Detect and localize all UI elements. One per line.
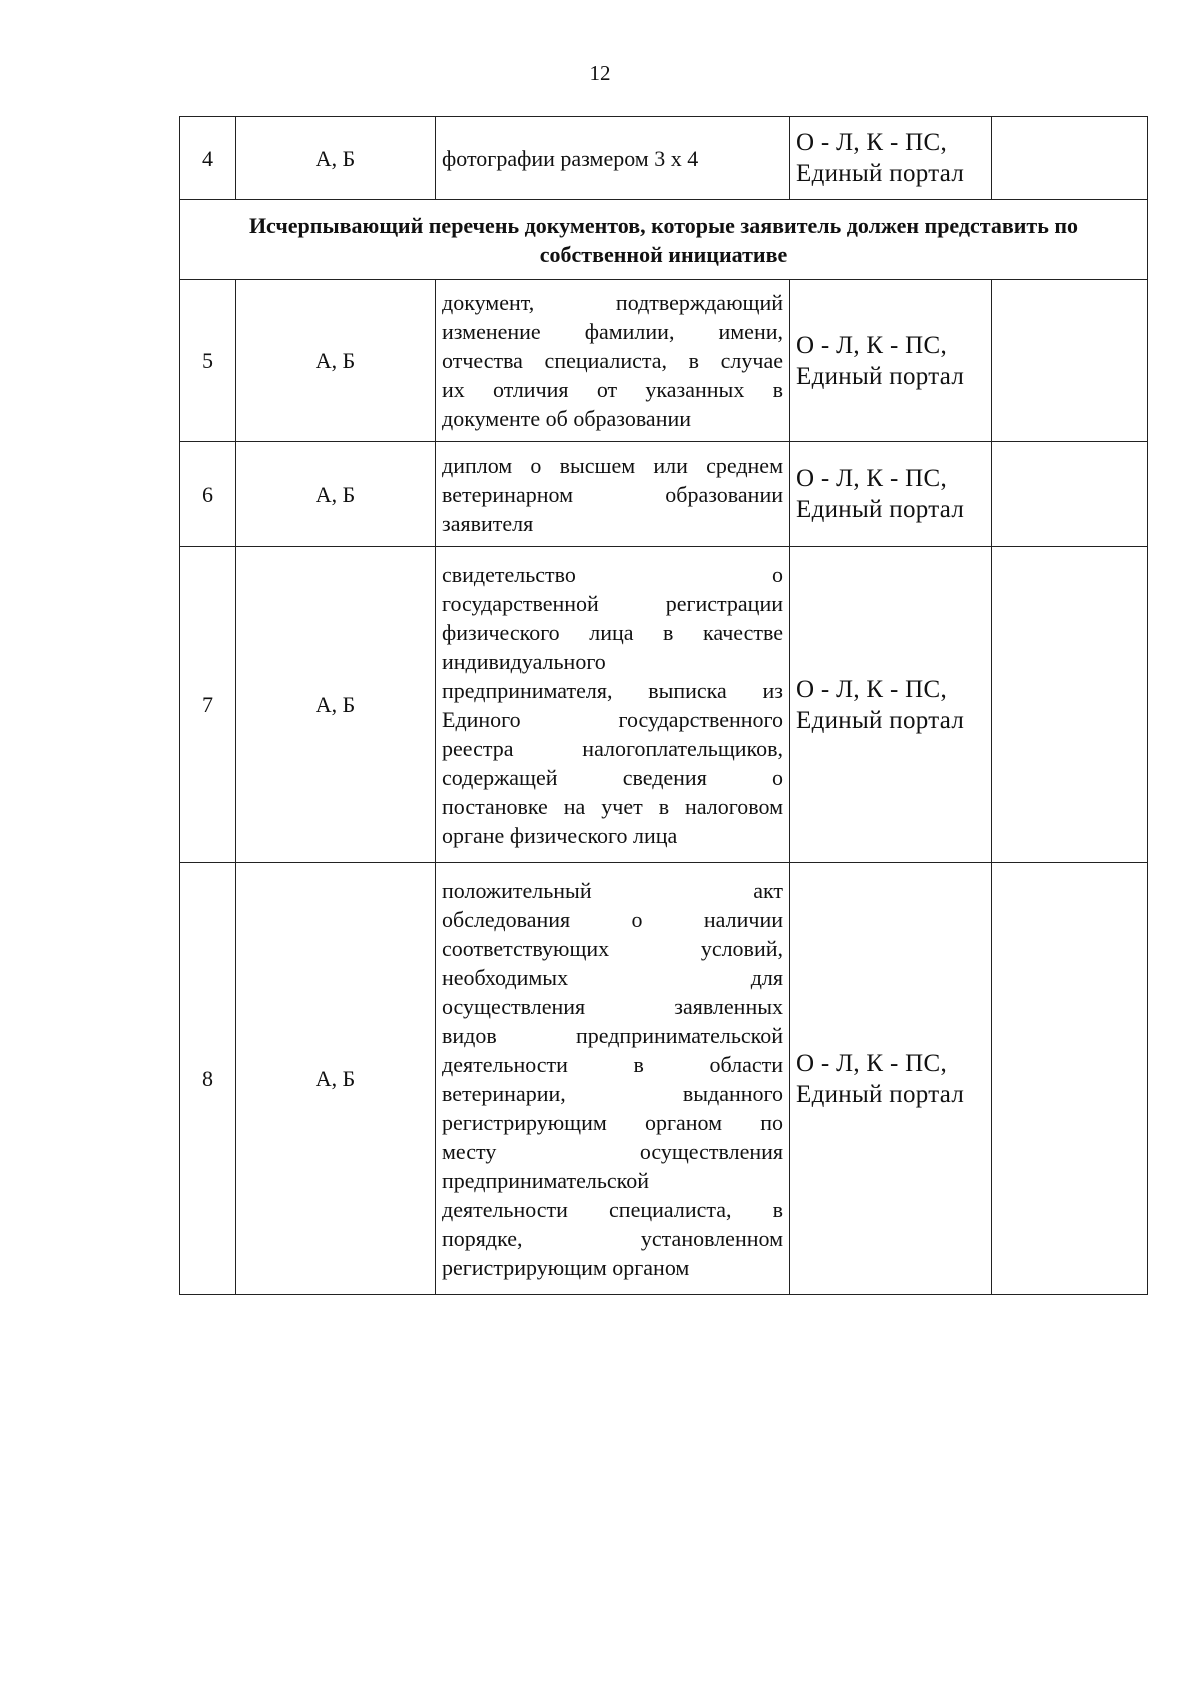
document-line: осуществления заявленных <box>442 993 783 1019</box>
document-line: свидетельство о <box>442 561 783 587</box>
document-line: отчества специалиста, в случае <box>442 348 783 373</box>
row-number: 7 <box>180 547 236 863</box>
row-document <box>436 863 790 1295</box>
row-note <box>992 547 1148 863</box>
table-row-5 <box>180 280 1148 442</box>
document-line: документе об образовании <box>442 406 692 431</box>
row-note <box>992 117 1148 200</box>
document-line: содержащей сведения о <box>442 764 783 790</box>
document-line: порядке, установленном <box>442 1225 783 1251</box>
document-line: предпринимателя, выписка из <box>442 677 783 703</box>
source-line: О - Л, К - ПС, <box>796 1049 948 1077</box>
document-line: необходимых для <box>442 964 783 990</box>
row-source <box>790 863 992 1295</box>
documents-table <box>179 116 1148 1295</box>
row-number: 8 <box>180 863 236 1295</box>
row-number: 6 <box>180 442 236 547</box>
row-note <box>992 442 1148 547</box>
row-source <box>790 547 992 863</box>
source-line: О - Л, К - ПС, <box>796 465 948 492</box>
document-line: индивидуального <box>442 648 606 674</box>
table-row-7 <box>180 547 1148 863</box>
document-line: изменение фамилии, имени, <box>442 319 783 344</box>
document-line: физического лица в качестве <box>442 619 783 645</box>
document-line: месту осуществления <box>442 1138 783 1164</box>
document-line: государственной регистрации <box>442 590 783 616</box>
document-line: документ, подтверждающий <box>442 290 783 315</box>
row-source <box>790 117 992 200</box>
source-line: Единый портал <box>796 160 965 187</box>
document-line: ветеринарном образовании <box>442 481 783 507</box>
source-line: Единый портал <box>796 1080 965 1108</box>
page-number: 12 <box>589 61 611 85</box>
document-line: положительный акт <box>442 877 783 903</box>
document-line: заявителя <box>442 510 534 536</box>
document-line: обследования о наличии <box>442 906 783 932</box>
row-number: 5 <box>180 280 236 442</box>
document-line: видов предпринимательской <box>442 1022 783 1048</box>
row-category: А, Б <box>236 117 436 200</box>
document-line: диплом о высшем или среднем <box>442 452 783 478</box>
document-line: их отличия от указанных в <box>442 377 783 402</box>
document-line: деятельности в области <box>442 1051 783 1077</box>
source-line: О - Л, К - ПС, <box>796 675 948 703</box>
table-row-8 <box>180 863 1148 1295</box>
document-line: Единого государственного <box>442 706 783 732</box>
row-document <box>436 117 790 200</box>
row-document <box>436 442 790 547</box>
row-note <box>992 280 1148 442</box>
document-line: органе физического лица <box>442 822 678 848</box>
document-line: соответствующих условий, <box>442 935 783 961</box>
section-heading-row <box>180 200 1148 280</box>
source-line: О - Л, К - ПС, <box>796 129 948 156</box>
document-line: регистрирующим органом по <box>442 1109 783 1135</box>
row-source <box>790 442 992 547</box>
table-row-4 <box>180 117 1148 200</box>
source-line: О - Л, К - ПС, <box>796 331 948 359</box>
source-line: Единый портал <box>796 706 965 734</box>
row-category: А, Б <box>236 863 436 1295</box>
source-line: Единый портал <box>796 362 965 390</box>
document-line: предпринимательской <box>442 1167 650 1193</box>
document-line: фотографии размером 3 х 4 <box>442 145 699 171</box>
document-line: ветеринарии, выданного <box>442 1080 783 1106</box>
row-source <box>790 280 992 442</box>
table-row-6 <box>180 442 1148 547</box>
document-line: постановке на учет в налоговом <box>442 793 783 819</box>
section-heading: Исчерпывающий перечень документов, которые заявитель должен представить по собственной инициативе <box>180 200 1148 280</box>
row-document <box>436 547 790 863</box>
document-line: деятельности специалиста, в <box>442 1196 783 1222</box>
row-category: А, Б <box>236 280 436 442</box>
source-line: Единый портал <box>796 496 965 523</box>
row-category: А, Б <box>236 442 436 547</box>
row-category: А, Б <box>236 547 436 863</box>
row-document <box>436 280 790 442</box>
document-line: реестра налогоплательщиков, <box>442 735 783 761</box>
row-number: 4 <box>180 117 236 200</box>
row-note <box>992 863 1148 1295</box>
document-line: регистрирующим органом <box>442 1254 690 1280</box>
